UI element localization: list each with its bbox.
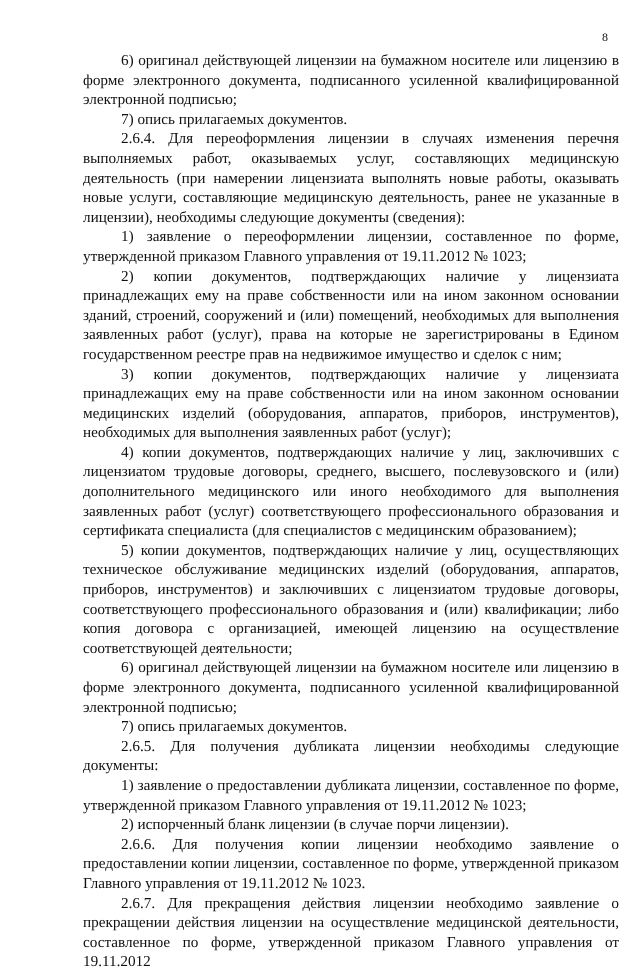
paragraph-item-3-medical-devices: 3) копии документов, подтверждающих наличие у лицензиата принадлежащих ему на праве собственности или на ином законном основании медицинских изделий (оборудования, аппаратов, приборов, инструментов), необходимых для выполнения заявленных работ (услуг);: [83, 365, 619, 442]
paragraph-damaged-form: 2) испорченный бланк лицензии (в случае порчи лицензии).: [121, 816, 509, 834]
paragraph-item-1-application: 1) заявление о переоформлении лицензии, составленное по форме, утвержденной приказом Главного управления от 19.11.2012 № 1023;: [83, 228, 619, 265]
document-body: [83, 51, 619, 972]
paragraph-item-6-original-license: 6) оригинал действующей лицензии на бумажном носителе или лицензию в форме электронного документа, подписанного усиленной квалифицированной электронной подписью;: [83, 52, 619, 109]
paragraph-2-6-7: 2.6.7. Для прекращения действия лицензии необходимо заявление о прекращении действия лицензии на осуществление медицинской деятельности, составленное по форме, утвержденной приказом Главного управления от 19.11.2012: [83, 894, 619, 971]
paragraph-item-7-document-list-repeat: 7) опись прилагаемых документов.: [121, 718, 348, 736]
paragraph-item-5-maintenance: 5) копии документов, подтверждающих наличие у лиц, осуществляющих техническое обслуживание медицинских изделий (оборудования, аппаратов, приборов, инструментов) и заключивших с лицензиатом трудовые договоры, соответствующего профессионального образования и (или) квалификации; либо копия договора с организацией, имеющей лицензию на осуществление соответствующей деятельности;: [83, 541, 619, 657]
paragraph-2-6-6: 2.6.6. Для получения копии лицензии необходимо заявление о предоставлении копии лицензии, составленное по форме, утвержденной приказом Главного управления от 19.11.2012 № 1023.: [83, 835, 619, 892]
paragraph-item-7-document-list: 7) опись прилагаемых документов.: [121, 110, 348, 128]
paragraph-duplicate-application: 1) заявление о предоставлении дубликата лицензии, составленное по форме, утвержденной приказом Главного управления от 19.11.2012 № 1023;: [83, 776, 619, 814]
page-number: 8: [602, 30, 608, 44]
paragraph-2-6-4: 2.6.4. Для переоформления лицензии в случаях изменения перечня выполняемых работ, оказываемых услуг, составляющих медицинскую деятельность (при намерении лицензиата выполнять новые работы, оказывать новые услуги, составляющие медицинскую деятельность, ранее не указанные в лицензии), необходимы следующие документы (сведения):: [83, 130, 619, 226]
paragraph-2-6-5: 2.6.5. Для получения дубликата лицензии необходимы следующие документы:: [83, 737, 619, 775]
paragraph-item-6-original-license-repeat: 6) оригинал действующей лицензии на бумажном носителе или лицензию в форме электронного документа, подписанного усиленной квалифицированной электронной подписью;: [83, 659, 619, 716]
paragraph-item-2-buildings: 2) копии документов, подтверждающих наличие у лицензиата принадлежащих ему на праве собственности или на ином законном основании зданий, строений, сооружений и (или) помещений, необходимых для выполнения заявленных работ (услуг), права на которые не зарегистрированы в Едином государственном реестре прав на недвижимое имущество и сделок с ним;: [83, 267, 619, 363]
paragraph-item-4-staff-education: 4) копии документов, подтверждающих наличие у лиц, заключивших с лицензиатом трудовые договоры, среднего, высшего, послевузовского и (или) дополнительного медицинского или иного необходимого для выполнения заявленных работ (услуг) соответствующего профессионального образования и сертификата специалиста (для специалистов с медицинским образованием);: [83, 443, 619, 540]
